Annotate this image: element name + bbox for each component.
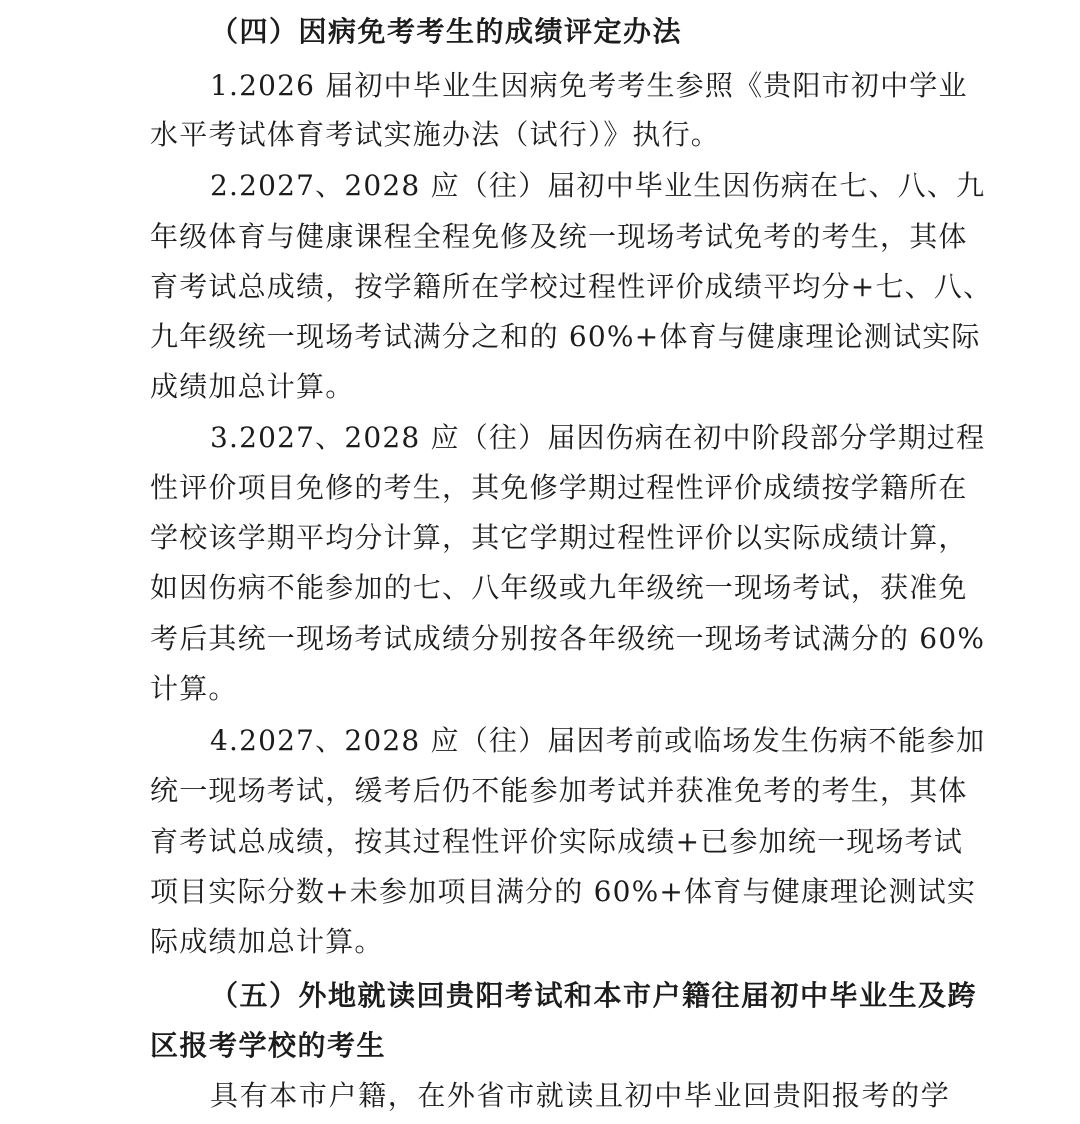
item-1-line-2: 水平考试体育考试实施办法（试行）》执行。 <box>150 118 721 151</box>
item-4-line-4: 项目实际分数+未参加项目满分的 60%+体育与健康理论测试实 <box>150 875 977 908</box>
item-3-line-4: 如因伤病不能参加的七、八年级或九年级统一现场考试，获准免 <box>150 571 968 604</box>
section-5-heading-line-2: 区报考学校的考生 <box>150 1029 387 1062</box>
section-4-heading: （四）因病免考考生的成绩评定办法 <box>210 15 683 48</box>
item-3-line-6: 计算。 <box>150 672 238 705</box>
item-1-line-1: 1.2026 届初中毕业生因病免考考生参照《贵阳市初中学业 <box>210 69 968 102</box>
item-4-line-3: 育考试总成绩，按其过程性评价实际成绩+已参加统一现场考试 <box>150 825 964 858</box>
item-4-line-2: 统一现场考试，缓考后仍不能参加考试并获准免考的考生，其体 <box>150 774 968 807</box>
section-5-heading-line-1: （五）外地就读回贵阳考试和本市户籍往届初中毕业生及跨 <box>210 979 978 1012</box>
item-2-line-2: 年级体育与健康课程全程免修及统一现场考试免考的考生，其体 <box>150 220 968 253</box>
item-3-line-2: 性评价项目免修的考生，其免修学期过程性评价成绩按学籍所在 <box>150 471 968 504</box>
item-2-line-1: 2.2027、2028 应（往）届初中毕业生因伤病在七、八、九 <box>210 169 986 202</box>
item-2-line-5: 成绩加总计算。 <box>150 370 355 403</box>
item-2-line-3: 育考试总成绩，按学籍所在学校过程性评价成绩平均分+七、八、 <box>150 270 993 303</box>
item-4-line-5: 际成绩加总计算。 <box>150 925 384 958</box>
item-4-line-1: 4.2027、2028 应（往）届因考前或临场发生伤病不能参加 <box>210 724 986 757</box>
item-3-line-5: 考后其统一现场考试成绩分别按各年级统一现场考试满分的 60% <box>150 622 986 655</box>
item-3-line-1: 3.2027、2028 应（往）届因伤病在初中阶段部分学期过程 <box>210 421 986 454</box>
item-2-line-4: 九年级统一现场考试满分之和的 60%+体育与健康理论测试实际 <box>150 320 981 353</box>
section-5-body-line-1: 具有本市户籍，在外省市就读且初中毕业回贵阳报考的学 <box>210 1079 950 1112</box>
item-3-line-3: 学校该学期平均分计算，其它学期过程性评价以实际成绩计算， <box>150 521 968 554</box>
